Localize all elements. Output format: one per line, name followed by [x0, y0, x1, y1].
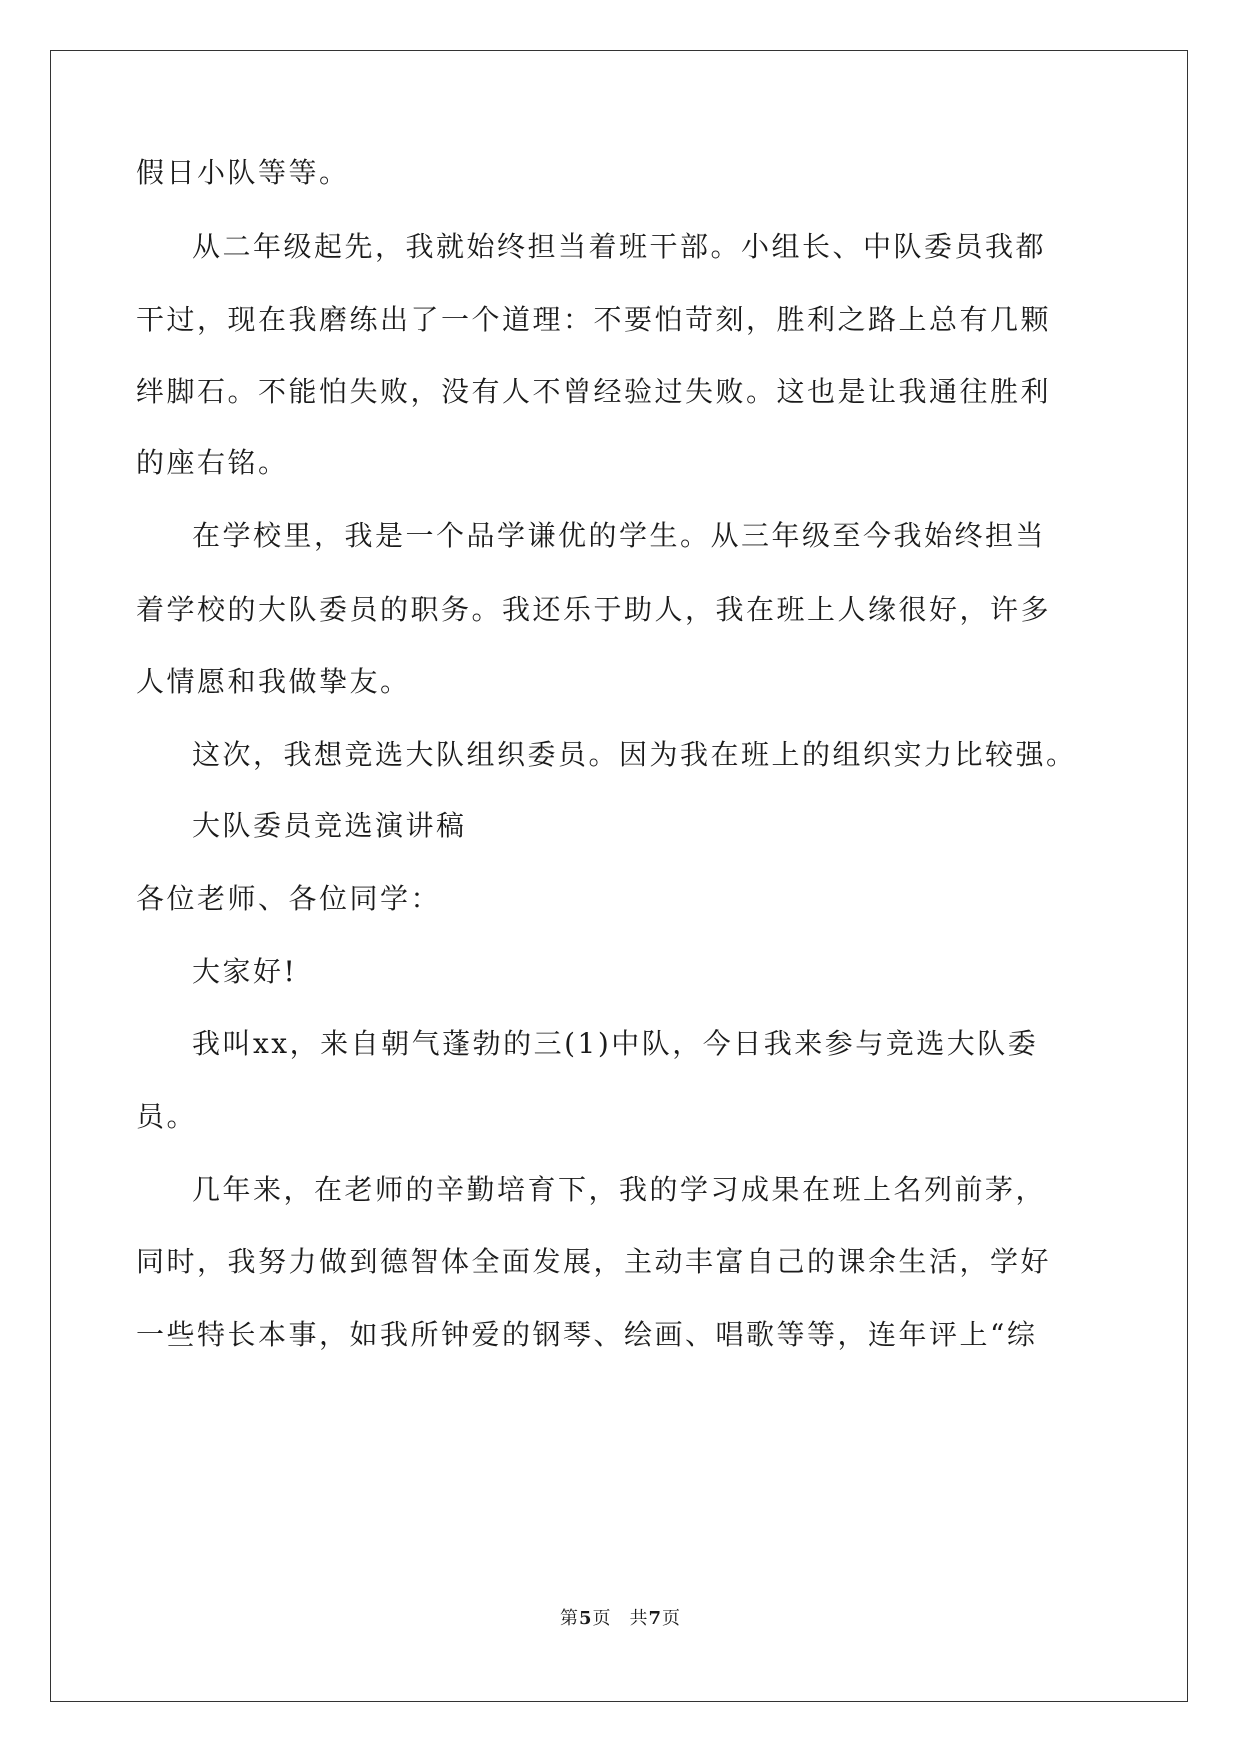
text-line-14: 员。 — [136, 1100, 198, 1133]
text-line-3: 干过，现在我磨练出了一个道理：不要怕苛刻，胜利之路上总有几颗 — [136, 303, 1052, 336]
text-line-12: 大家好! — [192, 955, 298, 988]
text-line-10: 大队委员竞选演讲稿 — [192, 809, 467, 842]
text-line-2: 从二年级起先，我就始终担当着班干部。小组长、中队委员我都 — [192, 230, 1047, 263]
text-line-11: 各位老师、各位同学： — [136, 882, 442, 915]
text-line-9: 这次，我想竞选大队组织委员。因为我在班上的组织实力比较强。 — [192, 738, 1077, 771]
page-number-total: 7 — [648, 1608, 663, 1629]
text-line-4: 绊脚石。不能怕失败，没有人不曾经验过失败。这也是让我通往胜利 — [136, 375, 1052, 408]
text-line-5: 的座右铭。 — [136, 446, 289, 479]
page-prefix: 第 — [559, 1608, 579, 1629]
text-line-1: 假日小队等等。 — [136, 156, 350, 189]
text-line-8: 人情愿和我做挚友。 — [136, 665, 411, 698]
page-border — [50, 50, 1188, 1702]
page-number-current: 5 — [578, 1608, 593, 1629]
text-line-15: 几年来，在老师的辛勤培育下，我的学习成果在班上名列前茅， — [192, 1173, 1047, 1206]
text-line-7: 着学校的大队委员的职务。我还乐于助人，我在班上人缘很好，许多 — [136, 593, 1052, 626]
text-line-6: 在学校里，我是一个品学谦优的学生。从三年级至今我始终担当 — [192, 519, 1047, 552]
total-prefix: 共 — [629, 1608, 649, 1629]
page-footer — [0, 1608, 1241, 1630]
text-line-13: 我叫xx，来自朝气蓬勃的三(1)中队，今日我来参与竞选大队委 — [192, 1027, 1039, 1060]
total-suffix: 页 — [662, 1608, 682, 1629]
text-line-17: 一些特长本事，如我所钟爱的钢琴、绘画、唱歌等等，连年评上“综 — [136, 1318, 1038, 1351]
page-suffix: 页 — [592, 1608, 612, 1629]
text-line-16: 同时，我努力做到德智体全面发展，主动丰富自己的课余生活，学好 — [136, 1245, 1052, 1278]
